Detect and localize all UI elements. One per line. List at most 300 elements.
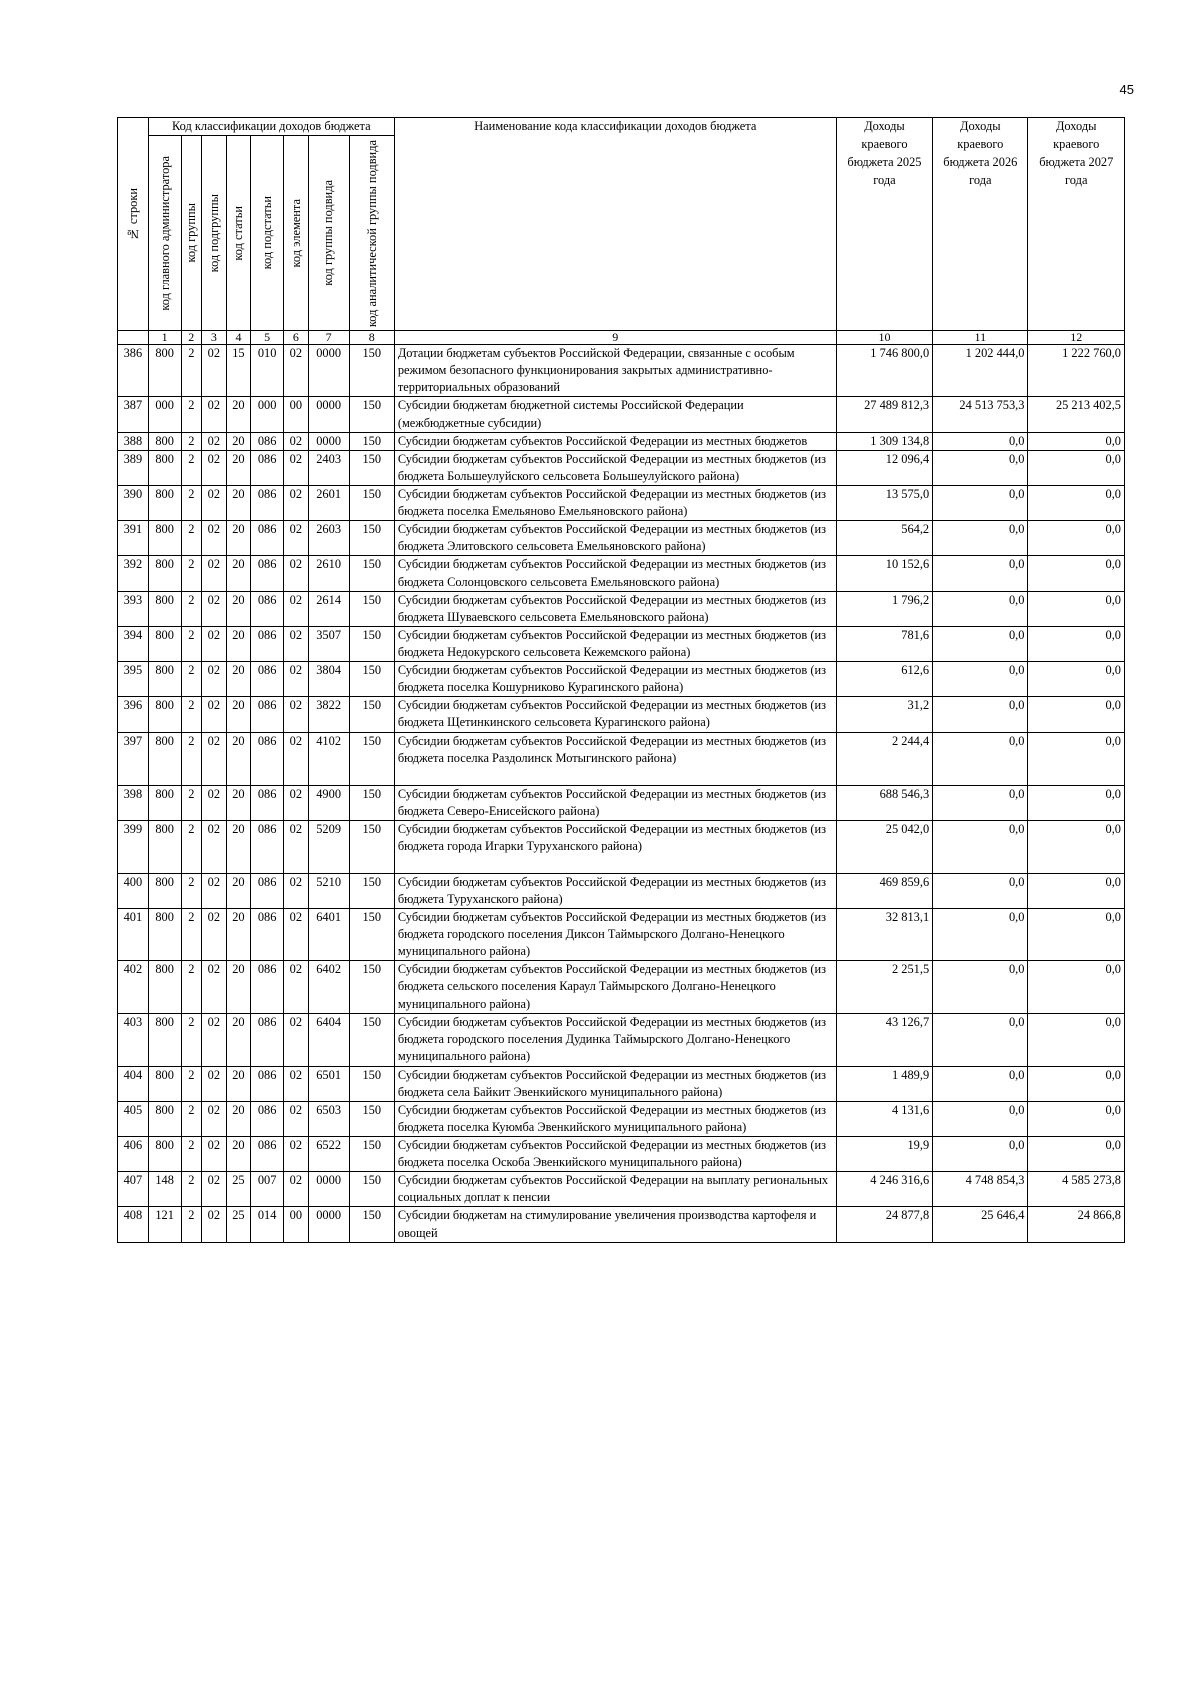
table-row <box>118 732 1125 785</box>
admin-code-cell: 800 <box>148 1137 181 1172</box>
group-code-cell: 2 <box>181 345 202 397</box>
element-code-cell: 02 <box>284 820 309 873</box>
row-number-cell: 386 <box>118 345 149 397</box>
income-name-cell: Субсидии бюджетам субъектов Российской Федерации из местных бюджетов (из бюджета поселка Оскоба Эвенкийского муниципального района) <box>394 1137 836 1172</box>
analytic-group-code-cell: 150 <box>349 732 394 785</box>
income-name-cell: Субсидии бюджетам субъектов Российской Федерации из местных бюджетов (из бюджета Северо-Енисейского района) <box>394 785 836 820</box>
subgroup-code-cell: 02 <box>202 521 227 556</box>
element-code-cell: 00 <box>284 1207 309 1242</box>
table-row <box>118 1207 1125 1242</box>
subarticle-code-cell: 010 <box>251 345 284 397</box>
income-2027-cell: 0,0 <box>1028 908 1125 960</box>
income-classification-table <box>117 117 1125 1243</box>
row-number-cell: 394 <box>118 626 149 661</box>
row-number-cell: 401 <box>118 908 149 960</box>
income-name-cell: Субсидии бюджетам субъектов Российской Федерации из местных бюджетов <box>394 432 836 450</box>
subarticle-code-cell: 007 <box>251 1172 284 1207</box>
subgroup-code-cell: 02 <box>202 556 227 591</box>
group-code-cell: 2 <box>181 626 202 661</box>
income-name-cell: Субсидии бюджетам субъектов Российской Федерации из местных бюджетов (из бюджета Недокурского сельсовета Кежемского района) <box>394 626 836 661</box>
analytic-group-code-cell: 150 <box>349 785 394 820</box>
article-code-cell: 20 <box>226 432 251 450</box>
admin-code-cell: 800 <box>148 432 181 450</box>
subtype-group-code-cell: 2601 <box>308 485 349 520</box>
subgroup-code-cell: 02 <box>202 345 227 397</box>
subtype-group-code-cell: 6522 <box>308 1137 349 1172</box>
income-2026-cell: 0,0 <box>933 785 1028 820</box>
group-code-cell: 2 <box>181 873 202 908</box>
column-number: 12 <box>1028 331 1125 345</box>
subtype-group-code-cell: 6503 <box>308 1101 349 1136</box>
group-code-cell: 2 <box>181 432 202 450</box>
row-number-cell: 391 <box>118 521 149 556</box>
admin-code-cell: 800 <box>148 1101 181 1136</box>
subtype-group-code-cell: 0000 <box>308 397 349 432</box>
table-row <box>118 1013 1125 1066</box>
income-2025-cell: 4 131,6 <box>836 1101 932 1136</box>
table-row <box>118 521 1125 556</box>
element-code-cell: 02 <box>284 1066 309 1101</box>
income-2025-header: Доходы краевого бюджета 2025 года <box>836 118 932 331</box>
income-name-cell: Дотации бюджетам субъектов Российской Федерации, связанные с особым режимом безопасного функционирования закрытых административно-территориальных образований <box>394 345 836 397</box>
subtype-group-code-cell: 2614 <box>308 591 349 626</box>
income-2026-cell: 0,0 <box>933 961 1028 1013</box>
analytic-group-code-cell: 150 <box>349 873 394 908</box>
group-code-cell: 2 <box>181 908 202 960</box>
article-code-cell: 20 <box>226 908 251 960</box>
element-code-cell: 02 <box>284 556 309 591</box>
group-code-cell: 2 <box>181 521 202 556</box>
income-2026-cell: 0,0 <box>933 908 1028 960</box>
income-2025-cell: 1 796,2 <box>836 591 932 626</box>
admin-code-cell: 148 <box>148 1172 181 1207</box>
income-2025-cell: 19,9 <box>836 1137 932 1172</box>
article-code-cell: 20 <box>226 591 251 626</box>
income-name-cell: Субсидии бюджетам субъектов Российской Федерации из местных бюджетов (из бюджета Щетинкинского сельсовета Курагинского района) <box>394 697 836 732</box>
subtype-group-code-cell: 4102 <box>308 732 349 785</box>
article-code-cell: 20 <box>226 1066 251 1101</box>
income-2026-cell: 0,0 <box>933 432 1028 450</box>
article-code-cell: 20 <box>226 961 251 1013</box>
subgroup-code-cell: 02 <box>202 485 227 520</box>
analytic-group-code-cell: 150 <box>349 450 394 485</box>
income-name-cell: Субсидии бюджетам субъектов Российской Федерации из местных бюджетов (из бюджета сельского поселения Караул Таймырского Долгано-Ненецкого муниципального района) <box>394 961 836 1013</box>
income-2025-cell: 1 489,9 <box>836 1066 932 1101</box>
income-2027-cell: 1 222 760,0 <box>1028 345 1125 397</box>
group-code-cell: 2 <box>181 591 202 626</box>
income-2027-cell: 0,0 <box>1028 591 1125 626</box>
income-2026-cell: 24 513 753,3 <box>933 397 1028 432</box>
element-code-cell: 02 <box>284 521 309 556</box>
subarticle-code-cell: 086 <box>251 1066 284 1101</box>
column-number: 10 <box>836 331 932 345</box>
subgroup-code-cell: 02 <box>202 432 227 450</box>
admin-code-cell: 121 <box>148 1207 181 1242</box>
income-2025-cell: 25 042,0 <box>836 820 932 873</box>
column-number: 6 <box>284 331 309 345</box>
subtype-group-code-cell: 2403 <box>308 450 349 485</box>
subarticle-code-cell: 086 <box>251 556 284 591</box>
income-2027-cell: 0,0 <box>1028 626 1125 661</box>
table-row <box>118 1101 1125 1136</box>
article-code-cell: 20 <box>226 873 251 908</box>
admin-code-cell: 800 <box>148 697 181 732</box>
income-name-cell: Субсидии бюджетам субъектов Российской Федерации из местных бюджетов (из бюджета поселка Кошурниково Курагинского района) <box>394 662 836 697</box>
subtype-group-code-header: код группы подвида <box>308 136 349 331</box>
analytic-group-code-cell: 150 <box>349 591 394 626</box>
row-number-cell: 404 <box>118 1066 149 1101</box>
income-2027-cell: 0,0 <box>1028 785 1125 820</box>
element-code-cell: 02 <box>284 785 309 820</box>
income-2026-cell: 0,0 <box>933 521 1028 556</box>
income-name-cell: Субсидии бюджетам субъектов Российской Федерации из местных бюджетов (из бюджета поселка Куюмба Эвенкийского муниципального района) <box>394 1101 836 1136</box>
subgroup-code-cell: 02 <box>202 820 227 873</box>
admin-code-cell: 800 <box>148 591 181 626</box>
income-2027-cell: 0,0 <box>1028 1013 1125 1066</box>
column-number: 9 <box>394 331 836 345</box>
article-code-cell: 25 <box>226 1207 251 1242</box>
income-name-cell: Субсидии бюджетам субъектов Российской Федерации на выплату региональных социальных доплат к пенсии <box>394 1172 836 1207</box>
income-2026-cell: 1 202 444,0 <box>933 345 1028 397</box>
group-code-cell: 2 <box>181 1101 202 1136</box>
subgroup-code-cell: 02 <box>202 1207 227 1242</box>
income-2026-cell: 0,0 <box>933 1066 1028 1101</box>
income-2027-header: Доходы краевого бюджета 2027 года <box>1028 118 1125 331</box>
income-2025-cell: 24 877,8 <box>836 1207 932 1242</box>
admin-code-cell: 800 <box>148 521 181 556</box>
income-name-cell: Субсидии бюджетам субъектов Российской Федерации из местных бюджетов (из бюджета Туруханского района) <box>394 873 836 908</box>
group-code-cell: 2 <box>181 397 202 432</box>
income-name-cell: Субсидии бюджетам субъектов Российской Федерации из местных бюджетов (из бюджета поселка Емельяново Емельяновского района) <box>394 485 836 520</box>
subarticle-code-cell: 086 <box>251 626 284 661</box>
table-body <box>118 345 1125 1243</box>
admin-code-header: код главного администратора <box>148 136 181 331</box>
income-name-cell: Субсидии бюджетам субъектов Российской Федерации из местных бюджетов (из бюджета села Байкит Эвенкийского муниципального района) <box>394 1066 836 1101</box>
column-number: 7 <box>308 331 349 345</box>
income-2026-cell: 0,0 <box>933 1013 1028 1066</box>
subarticle-code-cell: 086 <box>251 591 284 626</box>
element-code-cell: 02 <box>284 345 309 397</box>
analytic-group-code-cell: 150 <box>349 820 394 873</box>
row-number-cell: 399 <box>118 820 149 873</box>
income-2027-cell: 0,0 <box>1028 1137 1125 1172</box>
admin-code-cell: 800 <box>148 556 181 591</box>
article-code-cell: 20 <box>226 556 251 591</box>
subgroup-code-cell: 02 <box>202 1066 227 1101</box>
income-2025-cell: 1 746 800,0 <box>836 345 932 397</box>
subarticle-code-cell: 086 <box>251 521 284 556</box>
income-2027-cell: 0,0 <box>1028 873 1125 908</box>
column-number: 5 <box>251 331 284 345</box>
table-row <box>118 662 1125 697</box>
admin-code-cell: 000 <box>148 397 181 432</box>
element-code-cell: 02 <box>284 908 309 960</box>
income-2025-cell: 781,6 <box>836 626 932 661</box>
table-row <box>118 556 1125 591</box>
row-number-cell: 389 <box>118 450 149 485</box>
row-number-header: № строки <box>118 118 149 331</box>
income-2026-cell: 0,0 <box>933 626 1028 661</box>
income-2026-cell: 0,0 <box>933 591 1028 626</box>
subgroup-code-cell: 02 <box>202 873 227 908</box>
row-number-cell: 408 <box>118 1207 149 1242</box>
row-number-cell: 402 <box>118 961 149 1013</box>
article-code-cell: 20 <box>226 450 251 485</box>
subtype-group-code-cell: 3804 <box>308 662 349 697</box>
subtype-group-code-cell: 2603 <box>308 521 349 556</box>
subarticle-code-cell: 086 <box>251 732 284 785</box>
admin-code-cell: 800 <box>148 873 181 908</box>
admin-code-cell: 800 <box>148 485 181 520</box>
group-code-cell: 2 <box>181 1137 202 1172</box>
income-2027-cell: 0,0 <box>1028 732 1125 785</box>
article-code-cell: 20 <box>226 397 251 432</box>
income-2027-cell: 4 585 273,8 <box>1028 1172 1125 1207</box>
element-code-cell: 02 <box>284 1013 309 1066</box>
table-row <box>118 1066 1125 1101</box>
subgroup-code-cell: 02 <box>202 626 227 661</box>
group-code-cell: 2 <box>181 1013 202 1066</box>
subtype-group-code-cell: 0000 <box>308 345 349 397</box>
income-2026-cell: 0,0 <box>933 873 1028 908</box>
analytic-group-code-cell: 150 <box>349 626 394 661</box>
article-code-cell: 20 <box>226 662 251 697</box>
income-2026-cell: 0,0 <box>933 1101 1028 1136</box>
analytic-group-code-cell: 150 <box>349 521 394 556</box>
analytic-group-code-cell: 150 <box>349 485 394 520</box>
group-code-cell: 2 <box>181 732 202 785</box>
income-name-cell: Субсидии бюджетам субъектов Российской Федерации из местных бюджетов (из бюджета городского поселения Дудинка Таймырского Долгано-Ненецкого муниципального района) <box>394 1013 836 1066</box>
group-code-cell: 2 <box>181 450 202 485</box>
subgroup-code-cell: 02 <box>202 785 227 820</box>
article-code-cell: 20 <box>226 521 251 556</box>
subarticle-code-cell: 000 <box>251 397 284 432</box>
article-code-cell: 20 <box>226 697 251 732</box>
article-code-cell: 20 <box>226 485 251 520</box>
group-code-cell: 2 <box>181 662 202 697</box>
subtype-group-code-cell: 0000 <box>308 1172 349 1207</box>
table-row <box>118 1137 1125 1172</box>
income-2027-cell: 0,0 <box>1028 450 1125 485</box>
analytic-group-code-cell: 150 <box>349 961 394 1013</box>
subarticle-code-cell: 086 <box>251 908 284 960</box>
column-number: 3 <box>202 331 227 345</box>
subarticle-code-cell: 086 <box>251 873 284 908</box>
column-number: 1 <box>148 331 181 345</box>
income-2026-cell: 0,0 <box>933 820 1028 873</box>
income-2026-cell: 0,0 <box>933 450 1028 485</box>
admin-code-cell: 800 <box>148 961 181 1013</box>
income-2027-cell: 0,0 <box>1028 1066 1125 1101</box>
table-row <box>118 397 1125 432</box>
row-number-cell: 395 <box>118 662 149 697</box>
income-2025-cell: 4 246 316,6 <box>836 1172 932 1207</box>
subtype-group-code-cell: 0000 <box>308 432 349 450</box>
analytic-group-code-cell: 150 <box>349 1013 394 1066</box>
analytic-group-code-cell: 150 <box>349 1172 394 1207</box>
analytic-group-code-cell: 150 <box>349 1066 394 1101</box>
income-2027-cell: 0,0 <box>1028 697 1125 732</box>
analytic-group-code-cell: 150 <box>349 1101 394 1136</box>
element-code-cell: 00 <box>284 397 309 432</box>
element-code-cell: 02 <box>284 591 309 626</box>
element-code-cell: 02 <box>284 626 309 661</box>
element-code-cell: 02 <box>284 1172 309 1207</box>
table-row <box>118 820 1125 873</box>
income-2026-cell: 0,0 <box>933 1137 1028 1172</box>
group-code-cell: 2 <box>181 961 202 1013</box>
income-2027-cell: 0,0 <box>1028 961 1125 1013</box>
subarticle-code-cell: 086 <box>251 820 284 873</box>
admin-code-cell: 800 <box>148 345 181 397</box>
subtype-group-code-cell: 6401 <box>308 908 349 960</box>
subtype-group-code-cell: 4900 <box>308 785 349 820</box>
subgroup-code-cell: 02 <box>202 591 227 626</box>
row-number-cell: 396 <box>118 697 149 732</box>
admin-code-cell: 800 <box>148 1013 181 1066</box>
element-code-cell: 02 <box>284 1137 309 1172</box>
table-row <box>118 626 1125 661</box>
element-code-cell: 02 <box>284 697 309 732</box>
admin-code-cell: 800 <box>148 732 181 785</box>
row-number-cell: 388 <box>118 432 149 450</box>
income-2025-cell: 2 244,4 <box>836 732 932 785</box>
group-code-cell: 2 <box>181 820 202 873</box>
group-code-cell: 2 <box>181 1066 202 1101</box>
income-name-cell: Субсидии бюджетам субъектов Российской Федерации из местных бюджетов (из бюджета города Игарки Туруханского района) <box>394 820 836 873</box>
income-2027-cell: 25 213 402,5 <box>1028 397 1125 432</box>
income-2025-cell: 27 489 812,3 <box>836 397 932 432</box>
row-number-cell: 392 <box>118 556 149 591</box>
subtype-group-code-cell: 2610 <box>308 556 349 591</box>
income-2026-cell: 0,0 <box>933 697 1028 732</box>
article-code-cell: 20 <box>226 820 251 873</box>
income-2027-cell: 0,0 <box>1028 556 1125 591</box>
subgroup-code-cell: 02 <box>202 1172 227 1207</box>
row-number-cell: 393 <box>118 591 149 626</box>
column-number: 8 <box>349 331 394 345</box>
subarticle-code-cell: 014 <box>251 1207 284 1242</box>
subarticle-code-cell: 086 <box>251 1101 284 1136</box>
income-2027-cell: 0,0 <box>1028 521 1125 556</box>
income-2025-cell: 688 546,3 <box>836 785 932 820</box>
subgroup-code-header: код подгруппы <box>202 136 227 331</box>
analytic-group-code-cell: 150 <box>349 556 394 591</box>
admin-code-cell: 800 <box>148 662 181 697</box>
row-number-cell: 407 <box>118 1172 149 1207</box>
element-code-cell: 02 <box>284 873 309 908</box>
row-number-cell: 403 <box>118 1013 149 1066</box>
header-row-group <box>118 118 1125 136</box>
subarticle-code-cell: 086 <box>251 697 284 732</box>
table-row <box>118 591 1125 626</box>
group-code-cell: 2 <box>181 1207 202 1242</box>
group-code-cell: 2 <box>181 556 202 591</box>
analytic-group-code-cell: 150 <box>349 908 394 960</box>
analytic-group-code-cell: 150 <box>349 432 394 450</box>
column-number: 2 <box>181 331 202 345</box>
article-code-cell: 20 <box>226 732 251 785</box>
admin-code-cell: 800 <box>148 450 181 485</box>
group-code-cell: 2 <box>181 1172 202 1207</box>
income-2025-cell: 564,2 <box>836 521 932 556</box>
income-name-cell: Субсидии бюджетам субъектов Российской Федерации из местных бюджетов (из бюджета Большеулуйского сельсовета Большеулуйского района) <box>394 450 836 485</box>
row-number-cell: 390 <box>118 485 149 520</box>
admin-code-cell: 800 <box>148 785 181 820</box>
admin-code-cell: 800 <box>148 820 181 873</box>
income-name-cell: Субсидии бюджетам субъектов Российской Федерации из местных бюджетов (из бюджета городского поселения Диксон Таймырского Долгано-Ненецкого муниципального района) <box>394 908 836 960</box>
analytic-group-code-cell: 150 <box>349 1207 394 1242</box>
analytic-group-code-cell: 150 <box>349 1137 394 1172</box>
income-2026-cell: 0,0 <box>933 732 1028 785</box>
income-2027-cell: 24 866,8 <box>1028 1207 1125 1242</box>
table-row <box>118 785 1125 820</box>
element-code-cell: 02 <box>284 432 309 450</box>
income-2025-cell: 612,6 <box>836 662 932 697</box>
income-2025-cell: 13 575,0 <box>836 485 932 520</box>
income-2026-cell: 0,0 <box>933 662 1028 697</box>
income-name-cell: Субсидии бюджетам субъектов Российской Федерации из местных бюджетов (из бюджета Элитовского сельсовета Емельяновского района) <box>394 521 836 556</box>
subtype-group-code-cell: 3507 <box>308 626 349 661</box>
income-2026-cell: 4 748 854,3 <box>933 1172 1028 1207</box>
subtype-group-code-cell: 5209 <box>308 820 349 873</box>
article-code-cell: 20 <box>226 785 251 820</box>
analytic-group-code-cell: 150 <box>349 397 394 432</box>
subtype-group-code-cell: 6402 <box>308 961 349 1013</box>
subarticle-code-cell: 086 <box>251 785 284 820</box>
table-row <box>118 345 1125 397</box>
column-numbers-row <box>118 331 1125 345</box>
row-number-cell: 406 <box>118 1137 149 1172</box>
subgroup-code-cell: 02 <box>202 908 227 960</box>
subtype-group-code-cell: 3822 <box>308 697 349 732</box>
article-code-cell: 25 <box>226 1172 251 1207</box>
article-code-cell: 20 <box>226 626 251 661</box>
table-row <box>118 908 1125 960</box>
column-number: 4 <box>226 331 251 345</box>
income-2027-cell: 0,0 <box>1028 662 1125 697</box>
subgroup-code-cell: 02 <box>202 961 227 1013</box>
row-number-cell: 400 <box>118 873 149 908</box>
table-row <box>118 961 1125 1013</box>
article-code-cell: 15 <box>226 345 251 397</box>
income-2025-cell: 12 096,4 <box>836 450 932 485</box>
table-row <box>118 1172 1125 1207</box>
subgroup-code-cell: 02 <box>202 1101 227 1136</box>
income-name-cell: Субсидии бюджетам субъектов Российской Федерации из местных бюджетов (из бюджета Солонцовского сельсовета Емельяновского района) <box>394 556 836 591</box>
income-2025-cell: 31,2 <box>836 697 932 732</box>
column-number: 11 <box>933 331 1028 345</box>
income-2025-cell: 1 309 134,8 <box>836 432 932 450</box>
analytic-group-code-cell: 150 <box>349 345 394 397</box>
subarticle-code-cell: 086 <box>251 662 284 697</box>
subarticle-code-cell: 086 <box>251 432 284 450</box>
article-code-cell: 20 <box>226 1137 251 1172</box>
income-2026-cell: 0,0 <box>933 556 1028 591</box>
subtype-group-code-cell: 5210 <box>308 873 349 908</box>
row-number-cell: 397 <box>118 732 149 785</box>
income-2026-cell: 0,0 <box>933 485 1028 520</box>
income-2027-cell: 0,0 <box>1028 485 1125 520</box>
analytic-group-code-cell: 150 <box>349 662 394 697</box>
income-name-cell: Субсидии бюджетам бюджетной системы Российской Федерации (межбюджетные субсидии) <box>394 397 836 432</box>
analytic-group-code-cell: 150 <box>349 697 394 732</box>
income-name-cell: Субсидии бюджетам субъектов Российской Федерации из местных бюджетов (из бюджета поселка Раздолинск Мотыгинского района) <box>394 732 836 785</box>
admin-code-cell: 800 <box>148 1066 181 1101</box>
element-code-header: код элемента <box>284 136 309 331</box>
subgroup-code-cell: 02 <box>202 732 227 785</box>
subgroup-code-cell: 02 <box>202 397 227 432</box>
